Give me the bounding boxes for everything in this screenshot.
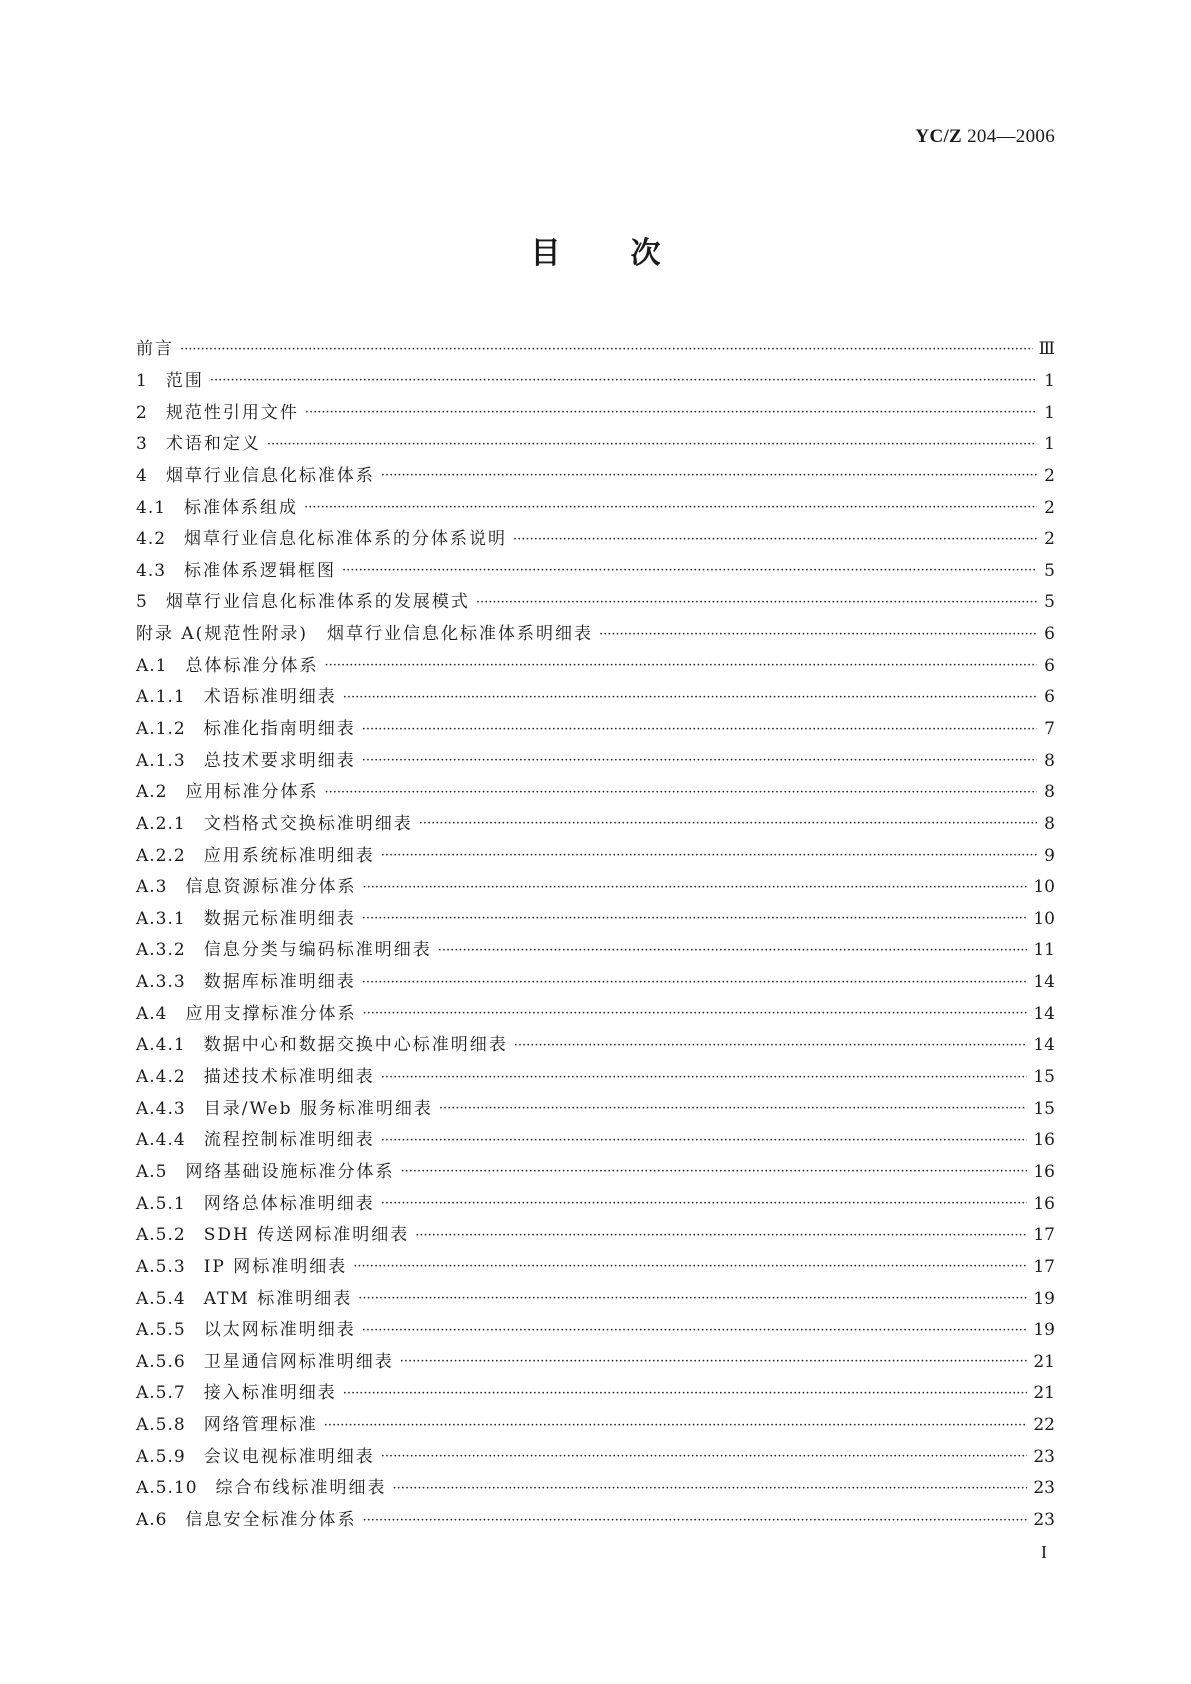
toc-entry-title: 数据元标准明细表 bbox=[203, 908, 356, 929]
toc-entry-page: 8 bbox=[1044, 813, 1055, 834]
toc-entry-page: 1 bbox=[1044, 434, 1055, 455]
toc-dot-leader bbox=[400, 1353, 1028, 1371]
toc-entry-page: 1 bbox=[1044, 370, 1055, 391]
toc-entry-number: A.3 bbox=[136, 877, 168, 898]
toc-entry-number: 4.2 bbox=[136, 529, 167, 550]
toc-entry-page: 6 bbox=[1044, 687, 1055, 708]
toc-entry-number: A.1.1 bbox=[136, 687, 186, 708]
toc-entry[interactable] bbox=[136, 397, 1055, 429]
toc-dot-leader bbox=[381, 1195, 1028, 1213]
toc-entry[interactable] bbox=[136, 492, 1055, 524]
toc-dot-leader bbox=[363, 1512, 1028, 1530]
toc-entry-page: 21 bbox=[1033, 1383, 1055, 1404]
toc-entry-title: 文档格式交换标准明细表 bbox=[203, 813, 413, 834]
toc-entry-title: 网络总体标准明细表 bbox=[203, 1193, 375, 1214]
toc-entry[interactable] bbox=[136, 1188, 1055, 1220]
toc-entry-title: 应用系统标准明细表 bbox=[203, 845, 375, 866]
toc-entry-appendix[interactable] bbox=[136, 619, 1055, 651]
toc-entry-number: A.5.4 bbox=[136, 1288, 186, 1309]
toc-entry-title: 前言 bbox=[136, 339, 174, 360]
toc-dot-leader bbox=[304, 499, 1037, 517]
toc-entry[interactable] bbox=[136, 1347, 1055, 1379]
toc-entry-number: A.3.2 bbox=[136, 940, 186, 961]
toc-entry-number: A.5.1 bbox=[136, 1193, 186, 1214]
toc-entry-title: 接入标准明细表 bbox=[203, 1383, 337, 1404]
toc-entry-title: 烟草行业信息化标准体系 bbox=[165, 465, 375, 486]
toc-entry-title: 会议电视标准明细表 bbox=[203, 1446, 375, 1467]
toc-entry-number: 4.3 bbox=[136, 560, 167, 581]
toc-dot-leader bbox=[381, 1448, 1028, 1466]
toc-dot-leader bbox=[438, 942, 1028, 960]
toc-dot-leader bbox=[325, 784, 1038, 802]
toc-entry-number: A.4.4 bbox=[136, 1130, 186, 1151]
toc-entry-title: 信息分类与编码标准明细表 bbox=[203, 940, 432, 961]
toc-entry-title: 信息安全标准分体系 bbox=[185, 1510, 357, 1531]
toc-entry-page: 14 bbox=[1033, 972, 1055, 993]
toc-entry-number: A.5.9 bbox=[136, 1446, 186, 1467]
toc-entry-title: 流程控制标准明细表 bbox=[203, 1130, 375, 1151]
toc-entry-title: 总体标准分体系 bbox=[185, 655, 319, 676]
toc-entry-number: A.3.3 bbox=[136, 972, 186, 993]
toc-entry-title: 附录 A(规范性附录) 烟草行业信息化标准体系明细表 bbox=[136, 624, 593, 645]
toc-dot-leader bbox=[358, 1290, 1027, 1308]
toc-entry-number: A.5.10 bbox=[136, 1478, 198, 1499]
toc-entry-title: 范围 bbox=[165, 370, 204, 391]
toc-entry[interactable] bbox=[136, 555, 1055, 587]
toc-entry-page: 22 bbox=[1033, 1415, 1055, 1436]
toc-dot-leader bbox=[362, 752, 1037, 770]
toc-entry-number: 4.1 bbox=[136, 497, 167, 518]
toc-entry-title: 数据库标准明细表 bbox=[203, 972, 356, 993]
toc-entry[interactable] bbox=[136, 366, 1055, 398]
toc-entry-number: A.4.3 bbox=[136, 1098, 186, 1119]
toc-entry[interactable] bbox=[136, 1505, 1055, 1537]
toc-dot-leader bbox=[476, 594, 1037, 612]
toc-entry-page: 6 bbox=[1044, 655, 1055, 676]
toc-entry-page: 23 bbox=[1033, 1510, 1055, 1531]
toc-entry-title: 综合布线标准明细表 bbox=[215, 1478, 387, 1499]
toc-entry-page: 6 bbox=[1044, 624, 1055, 645]
toc-dot-leader bbox=[363, 1005, 1028, 1023]
toc-entry-page: 10 bbox=[1033, 877, 1055, 898]
toc-entry-page: 15 bbox=[1033, 1098, 1055, 1119]
toc-entry-number: A.6 bbox=[136, 1510, 168, 1531]
toc-entry[interactable] bbox=[136, 1441, 1055, 1473]
toc-entry-title: 应用标准分体系 bbox=[185, 782, 319, 803]
toc-entry-number: A.5.3 bbox=[136, 1256, 186, 1277]
toc-entry-page: 8 bbox=[1044, 750, 1055, 771]
toc-entry-page: 11 bbox=[1033, 940, 1055, 961]
toc-dot-leader bbox=[343, 689, 1037, 707]
toc-dot-leader bbox=[513, 531, 1037, 549]
page-number: I bbox=[1041, 1542, 1047, 1562]
toc-entry-title: 描述技术标准明细表 bbox=[203, 1067, 375, 1088]
toc-entry[interactable] bbox=[136, 524, 1055, 556]
toc-dot-leader bbox=[267, 436, 1037, 454]
toc-entry-title: 术语标准明细表 bbox=[203, 687, 337, 708]
toc-entry[interactable] bbox=[136, 1220, 1055, 1252]
toc-entry-page: 5 bbox=[1044, 592, 1055, 613]
toc-entry-page: 1 bbox=[1044, 402, 1055, 423]
toc-entry-page: 7 bbox=[1044, 719, 1055, 739]
toc-entry-number: 2 bbox=[136, 402, 148, 423]
toc-entry[interactable] bbox=[136, 1410, 1055, 1442]
toc-entry-preface[interactable] bbox=[136, 334, 1055, 366]
toc-entry-page: 19 bbox=[1033, 1288, 1055, 1309]
toc-dot-leader bbox=[342, 562, 1037, 580]
toc-entry-page: 2 bbox=[1044, 529, 1055, 550]
toc-entry-title: 烟草行业信息化标准体系的发展模式 bbox=[165, 592, 470, 613]
toc-entry-page: 9 bbox=[1044, 845, 1055, 866]
toc-dot-leader bbox=[324, 1417, 1028, 1435]
toc-entry-number: 4 bbox=[136, 465, 148, 486]
toc-dot-leader bbox=[381, 1069, 1028, 1087]
toc-entry-page: 10 bbox=[1033, 908, 1055, 929]
toc-entry[interactable] bbox=[136, 714, 1055, 746]
toc-entry[interactable] bbox=[136, 1252, 1055, 1284]
toc-entry-page: 23 bbox=[1033, 1446, 1055, 1467]
toc-entry-page: 19 bbox=[1033, 1320, 1055, 1341]
toc-entry[interactable] bbox=[136, 1283, 1055, 1315]
toc-dot-leader bbox=[514, 1037, 1028, 1055]
toc-entry-number: A.2.2 bbox=[136, 845, 186, 866]
toc-entry-page: 17 bbox=[1033, 1225, 1055, 1246]
toc-dot-leader bbox=[363, 879, 1028, 897]
document-code bbox=[915, 126, 1055, 148]
toc-entry[interactable] bbox=[136, 461, 1055, 493]
toc-dot-leader bbox=[393, 1480, 1028, 1498]
toc-entry-title: 卫星通信网标准明细表 bbox=[203, 1351, 394, 1372]
toc-entry-page: 21 bbox=[1033, 1351, 1055, 1372]
toc-entry[interactable] bbox=[136, 1378, 1055, 1410]
toc-entry-number: A.1.3 bbox=[136, 750, 186, 771]
toc-entry-number: A.5.7 bbox=[136, 1383, 186, 1404]
toc-dot-leader bbox=[210, 372, 1037, 390]
toc-entry-number: A.4.2 bbox=[136, 1067, 186, 1088]
toc-dot-leader bbox=[419, 815, 1037, 833]
toc-dot-leader bbox=[362, 1322, 1028, 1340]
toc-entry-number: A.2.1 bbox=[136, 813, 186, 834]
toc-entry[interactable] bbox=[136, 429, 1055, 461]
toc-entry[interactable] bbox=[136, 935, 1055, 967]
toc-entry-number: A.5.2 bbox=[136, 1225, 186, 1246]
toc-entry-title: 规范性引用文件 bbox=[165, 402, 299, 423]
toc-entry-title: 总技术要求明细表 bbox=[203, 750, 356, 771]
toc-dot-leader bbox=[439, 1100, 1027, 1118]
toc-entry-page: 8 bbox=[1044, 782, 1055, 803]
toc-dot-leader bbox=[362, 721, 1037, 739]
toc-entry-title: ATM 标准明细表 bbox=[203, 1288, 353, 1309]
toc-entry-title: 信息资源标准分体系 bbox=[185, 877, 357, 898]
toc-entry[interactable] bbox=[136, 840, 1055, 872]
toc-entry-page: 17 bbox=[1033, 1256, 1055, 1277]
toc-dot-leader bbox=[180, 341, 1033, 359]
toc-entry-title: 以太网标准明细表 bbox=[203, 1320, 356, 1341]
document-code-number: 204—2006 bbox=[967, 126, 1055, 147]
toc-entry-page: 2 bbox=[1044, 497, 1055, 518]
toc-dot-leader bbox=[343, 1385, 1028, 1403]
toc-entry-page: 14 bbox=[1033, 1035, 1055, 1056]
toc-dot-leader bbox=[599, 626, 1037, 644]
toc-entry-number: 3 bbox=[136, 434, 148, 455]
toc-dot-leader bbox=[381, 1132, 1028, 1150]
toc-entry[interactable] bbox=[136, 967, 1055, 999]
toc-entry-title: 应用支撑标准分体系 bbox=[185, 1003, 357, 1024]
toc-entry[interactable] bbox=[136, 745, 1055, 777]
toc-entry-number: A.4.1 bbox=[136, 1035, 186, 1056]
toc-entry-title: SDH 传送网标准明细表 bbox=[203, 1225, 410, 1246]
toc-entry-number: A.5 bbox=[136, 1161, 168, 1182]
toc-entry-page: 16 bbox=[1033, 1130, 1055, 1151]
toc-entry-title: 目录/Web 服务标准明细表 bbox=[203, 1098, 433, 1119]
toc-entry-title: 标准体系组成 bbox=[184, 497, 299, 518]
toc-dot-leader bbox=[362, 974, 1028, 992]
toc-entry-page: 15 bbox=[1033, 1067, 1055, 1088]
toc-dot-leader bbox=[325, 657, 1038, 675]
toc-dot-leader bbox=[381, 467, 1037, 485]
toc-entry-page: 14 bbox=[1033, 1003, 1055, 1024]
table-of-contents bbox=[136, 334, 1055, 1536]
toc-entry-page: 5 bbox=[1044, 560, 1055, 581]
toc-entry[interactable] bbox=[136, 777, 1055, 809]
toc-entry[interactable] bbox=[136, 809, 1055, 841]
toc-entry-page: Ⅲ bbox=[1038, 339, 1055, 360]
page-title: 目次 bbox=[530, 236, 731, 271]
toc-entry-number: A.4 bbox=[136, 1003, 168, 1024]
toc-entry-title: 标准化指南明细表 bbox=[203, 719, 356, 739]
toc-entry-page: 16 bbox=[1033, 1161, 1055, 1182]
toc-entry-title: 标准体系逻辑框图 bbox=[184, 560, 337, 581]
toc-entry[interactable] bbox=[136, 1093, 1055, 1125]
toc-dot-leader bbox=[415, 1227, 1027, 1245]
toc-dot-leader bbox=[353, 1258, 1027, 1276]
toc-entry[interactable] bbox=[136, 650, 1055, 682]
toc-entry-title: 网络管理标准 bbox=[203, 1415, 318, 1436]
toc-entry[interactable] bbox=[136, 1473, 1055, 1505]
toc-entry-title: 术语和定义 bbox=[165, 434, 261, 455]
toc-entry-title: IP 网标准明细表 bbox=[203, 1256, 348, 1277]
toc-entry[interactable] bbox=[136, 682, 1055, 714]
toc-entry-number: A.2 bbox=[136, 782, 168, 803]
toc-entry-title: 烟草行业信息化标准体系的分体系说明 bbox=[184, 529, 508, 550]
toc-entry[interactable] bbox=[136, 872, 1055, 904]
toc-entry[interactable] bbox=[136, 1030, 1055, 1062]
toc-entry-title: 数据中心和数据交换中心标准明细表 bbox=[203, 1035, 508, 1056]
toc-entry[interactable] bbox=[136, 587, 1055, 619]
toc-entry-number: A.5.8 bbox=[136, 1415, 186, 1436]
toc-dot-leader bbox=[362, 910, 1028, 928]
toc-entry-title: 网络基础设施标准分体系 bbox=[185, 1161, 395, 1182]
toc-entry-number: A.5.5 bbox=[136, 1320, 186, 1341]
toc-entry[interactable] bbox=[136, 904, 1055, 936]
toc-entry-number: A.5.6 bbox=[136, 1351, 186, 1372]
toc-entry[interactable] bbox=[136, 998, 1055, 1030]
toc-entry-page: 2 bbox=[1044, 465, 1055, 486]
toc-entry[interactable] bbox=[136, 1125, 1055, 1157]
toc-entry-number: A.1.2 bbox=[136, 719, 186, 739]
toc-entry-number: A.1 bbox=[136, 655, 168, 676]
toc-entry-number: A.3.1 bbox=[136, 908, 186, 929]
toc-dot-leader bbox=[305, 404, 1037, 422]
toc-entry[interactable] bbox=[136, 1157, 1055, 1189]
toc-entry-number: 1 bbox=[136, 370, 148, 391]
toc-entry-page: 16 bbox=[1033, 1193, 1055, 1214]
toc-dot-leader bbox=[401, 1163, 1028, 1181]
toc-dot-leader bbox=[381, 847, 1037, 865]
toc-entry-page: 23 bbox=[1033, 1478, 1055, 1499]
toc-entry[interactable] bbox=[136, 1062, 1055, 1094]
toc-entry[interactable] bbox=[136, 1315, 1055, 1347]
document-code-prefix: YC/Z bbox=[915, 126, 963, 147]
toc-entry-number: 5 bbox=[136, 592, 148, 613]
